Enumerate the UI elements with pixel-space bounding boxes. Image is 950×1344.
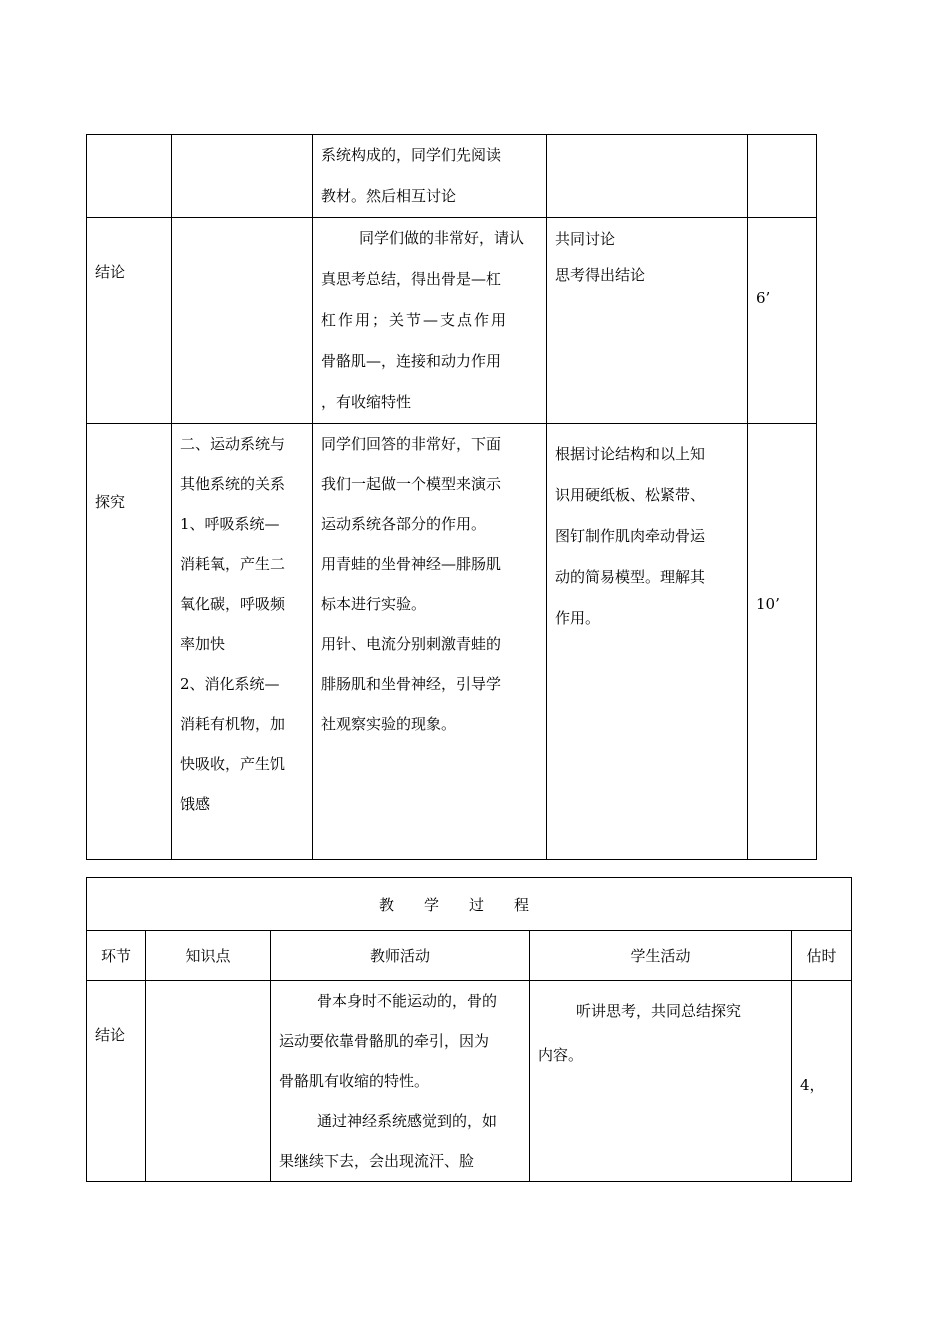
student-activity-cell	[547, 218, 748, 424]
teacher-line: 同学们做的非常好，请认	[359, 229, 525, 247]
student-line: 图钉制作肌肉牵动骨运	[555, 527, 706, 545]
stage-cell	[87, 135, 172, 218]
teacher-activity-cell	[271, 981, 530, 1182]
student-line: 根据讨论结构和以上知	[555, 445, 706, 463]
knowledge-line: 1、呼吸系统—	[180, 515, 280, 533]
teacher-line: 运动要依靠骨骼肌的牵引，因为	[279, 1032, 490, 1050]
student-activity-cell	[547, 135, 748, 218]
time-cell	[748, 135, 817, 218]
knowledge-cell	[172, 135, 313, 218]
header-knowledge: 知识点	[146, 931, 271, 981]
teacher-line: 同学们回答的非常好，下面	[321, 435, 502, 453]
student-line: 内容。	[538, 1046, 584, 1064]
teacher-line: 社观察实验的现象。	[321, 715, 457, 733]
teacher-line: 通过神经系统感觉到的，如	[317, 1112, 498, 1130]
student-line: 动的简易模型。理解其	[555, 568, 706, 586]
teacher-activity-cell	[313, 218, 547, 424]
student-line: 听讲思考，共同总结探究	[576, 1002, 742, 1020]
teacher-line: 腓肠肌和坐骨神经，引导学	[321, 675, 502, 693]
table-row	[87, 981, 852, 1182]
header-teacher: 教师活动	[271, 931, 530, 981]
student-line: 识用硬纸板、松紧带、	[555, 486, 706, 504]
knowledge-line: 快吸收，产生饥	[180, 755, 286, 773]
teacher-activity-cell	[313, 424, 547, 860]
knowledge-line: 率加快	[180, 635, 226, 653]
stage-label: 探究	[95, 493, 126, 511]
table-row	[87, 218, 817, 424]
table-heading-row	[87, 878, 852, 931]
time-value: 4，	[800, 1076, 825, 1094]
student-activity-cell	[530, 981, 792, 1182]
table-heading	[87, 878, 852, 931]
table-header-row	[87, 931, 852, 981]
teacher-line: 用针、电流分别刺激青蛙的	[321, 635, 502, 653]
teacher-line: 系统构成的，同学们先阅读	[321, 146, 502, 164]
teacher-line: ，有收缩特性	[321, 393, 412, 411]
lesson-table-continued	[86, 134, 817, 860]
header-student: 学生活动	[530, 931, 792, 981]
knowledge-cell	[172, 218, 313, 424]
knowledge-cell	[146, 981, 271, 1182]
knowledge-line: 消耗有机物，加	[180, 715, 286, 733]
stage-cell	[87, 981, 146, 1182]
header-stage: 环节	[87, 931, 146, 981]
table-row	[87, 135, 817, 218]
knowledge-line: 氧化碳，呼吸频	[180, 595, 286, 613]
student-line: 共同讨论	[555, 230, 616, 248]
teacher-line: 骨骼肌有收缩的特性。	[279, 1072, 430, 1090]
knowledge-line: 2、消化系统—	[180, 675, 280, 693]
student-line: 思考得出结论	[555, 266, 646, 284]
time-value: 10’	[756, 595, 780, 613]
knowledge-line: 消耗氧，产生二	[180, 555, 286, 573]
time-cell	[748, 424, 817, 860]
teacher-line: 果继续下去，会出现流汗、脸	[279, 1152, 475, 1170]
stage-label: 结论	[95, 1026, 126, 1044]
knowledge-line: 其他系统的关系	[180, 475, 286, 493]
stage-cell	[87, 424, 172, 860]
teaching-process-table	[86, 877, 852, 1182]
teacher-line: 骨骼肌—，连接和动力作用	[321, 352, 502, 370]
knowledge-line: 二、运动系统与	[180, 435, 286, 453]
header-time: 估时	[792, 931, 852, 981]
time-cell	[748, 218, 817, 424]
knowledge-line: 饿感	[180, 795, 211, 813]
teacher-line: 真思考总结，得出骨是—杠	[321, 270, 502, 288]
teacher-line: 骨本身时不能运动的，骨的	[317, 992, 498, 1010]
teacher-line: 标本进行实验。	[321, 595, 427, 613]
teacher-line: 我们一起做一个模型来演示	[321, 475, 502, 493]
table-row	[87, 424, 817, 860]
student-line: 作用。	[555, 609, 601, 627]
teacher-activity-cell	[313, 135, 547, 218]
teacher-line: 教材。然后相互讨论	[321, 187, 457, 205]
stage-cell	[87, 218, 172, 424]
student-activity-cell	[547, 424, 748, 860]
time-cell	[792, 981, 852, 1182]
stage-label: 结论	[95, 263, 126, 281]
teacher-line: 用青蛙的坐骨神经—腓肠肌	[321, 555, 502, 573]
teacher-line: 运动系统各部分的作用。	[321, 515, 487, 533]
teacher-line: 杠作用；关节—支点作用	[321, 311, 509, 329]
knowledge-cell	[172, 424, 313, 860]
heading-text: 教学过程	[378, 895, 559, 914]
time-value: 6’	[756, 289, 771, 307]
